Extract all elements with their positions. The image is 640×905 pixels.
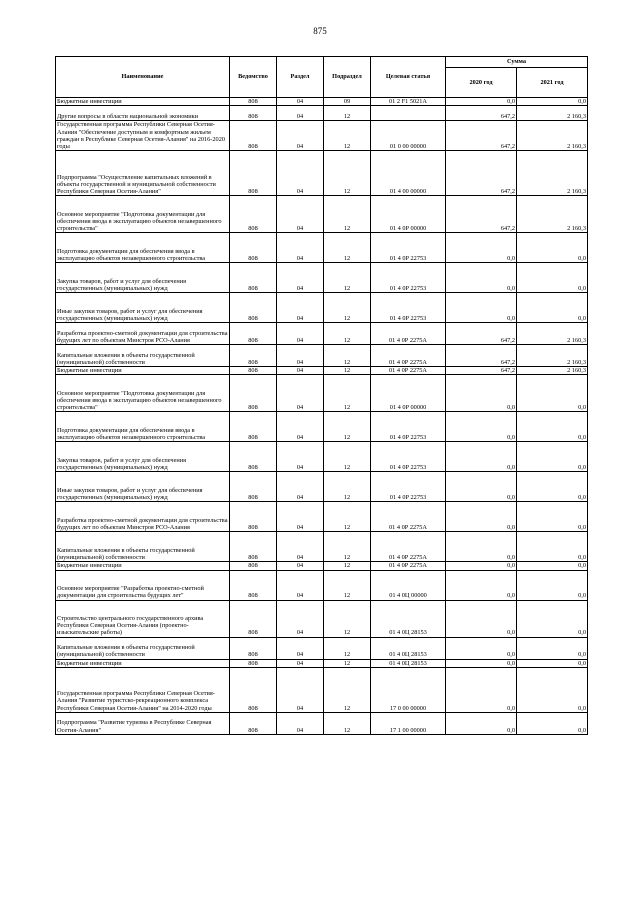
table-row (56, 375, 588, 412)
budget-table (55, 56, 588, 735)
row-year2-value: 0,0 (517, 570, 588, 600)
row-subsection-cell: 12 (324, 712, 371, 734)
row-name-cell: Иные закупки товаров, работ и услуг для обеспечения государственных (муниципальных) нужд (56, 472, 230, 502)
row-target-cell: 01 2 F1 5021A (371, 98, 446, 106)
row-year1-value: 0,0 (446, 375, 517, 412)
row-target-cell: 17 0 00 00000 (371, 667, 446, 712)
row-year2-value: 0,0 (517, 442, 588, 472)
row-subsection-cell: 12 (324, 293, 371, 323)
header-target: Целевая статья (371, 57, 446, 98)
row-subsection-cell: 12 (324, 375, 371, 412)
row-dept-cell: 808 (230, 600, 277, 637)
row-year1-value: 0,0 (446, 293, 517, 323)
table-row (56, 570, 588, 600)
row-dept-cell: 808 (230, 367, 277, 375)
row-year2-value: 2 160,3 (517, 323, 588, 345)
table-row (56, 600, 588, 637)
row-year1-value: 647,2 (446, 151, 517, 196)
row-section-cell: 04 (277, 712, 324, 734)
row-dept-cell: 808 (230, 98, 277, 106)
row-subsection-cell: 12 (324, 367, 371, 375)
row-year1-value: 647,2 (446, 106, 517, 121)
row-section-cell: 04 (277, 562, 324, 570)
row-target-cell: 01 4 0Р 22753 (371, 412, 446, 442)
row-subsection-cell: 12 (324, 570, 371, 600)
row-subsection-cell: 12 (324, 345, 371, 367)
row-target-cell: 01 4 0Р 00000 (371, 196, 446, 233)
row-year1-value: 0,0 (446, 442, 517, 472)
table-row (56, 712, 588, 734)
row-name-cell: Капитальные вложения в объекты государственной (муниципальной) собственности (56, 345, 230, 367)
row-year1-value: 0,0 (446, 712, 517, 734)
row-subsection-cell: 12 (324, 659, 371, 667)
row-section-cell: 04 (277, 345, 324, 367)
table-row (56, 367, 588, 375)
row-dept-cell: 808 (230, 233, 277, 263)
row-target-cell: 01 4 0Р 22753 (371, 472, 446, 502)
row-subsection-cell: 12 (324, 151, 371, 196)
row-dept-cell: 808 (230, 532, 277, 562)
row-section-cell: 04 (277, 233, 324, 263)
row-subsection-cell: 12 (324, 106, 371, 121)
table-row (56, 472, 588, 502)
row-section-cell: 04 (277, 412, 324, 442)
row-year1-value: 647,2 (446, 121, 517, 151)
row-year2-value: 0,0 (517, 667, 588, 712)
row-year1-value: 0,0 (446, 233, 517, 263)
row-year1-value: 0,0 (446, 412, 517, 442)
row-name-cell: Разработка проектно-сметной документации для строительства будущих лет по объектам Минстроя РСО-Алания (56, 323, 230, 345)
row-dept-cell: 808 (230, 196, 277, 233)
row-year1-value: 0,0 (446, 562, 517, 570)
table-row (56, 442, 588, 472)
row-name-cell: Государственная программа Республики Северная Осетия-Алания "Обеспечение доступным и комфортным жильем граждан в Республике Северная Осетия-Алания" на 2016-2020 годы (56, 121, 230, 151)
row-target-cell: 01 4 0Р 00000 (371, 375, 446, 412)
row-target-cell: 01 4 0Р 22753 (371, 442, 446, 472)
row-dept-cell: 808 (230, 293, 277, 323)
row-subsection-cell: 12 (324, 637, 371, 659)
row-section-cell: 04 (277, 570, 324, 600)
row-target-cell: 01 4 0Ц 00000 (371, 570, 446, 600)
row-dept-cell: 808 (230, 442, 277, 472)
row-target-cell: 17 1 00 00000 (371, 712, 446, 734)
row-subsection-cell: 12 (324, 412, 371, 442)
row-section-cell: 04 (277, 637, 324, 659)
row-name-cell: Бюджетные инвестиции (56, 98, 230, 106)
row-target-cell: 01 4 0Р 2275А (371, 532, 446, 562)
row-section-cell: 04 (277, 323, 324, 345)
row-target-cell: 01 4 0Р 2275А (371, 367, 446, 375)
row-year2-value: 0,0 (517, 712, 588, 734)
row-dept-cell: 808 (230, 263, 277, 293)
row-year2-value: 0,0 (517, 532, 588, 562)
row-dept-cell: 808 (230, 502, 277, 532)
row-section-cell: 04 (277, 532, 324, 562)
row-subsection-cell: 12 (324, 667, 371, 712)
row-name-cell: Подпрограмма "Развитие туризма в Республике Северная Осетия-Алания" (56, 712, 230, 734)
row-dept-cell: 808 (230, 345, 277, 367)
row-name-cell: Иные закупки товаров, работ и услуг для обеспечения государственных (муниципальных) нужд (56, 293, 230, 323)
row-dept-cell: 808 (230, 151, 277, 196)
row-section-cell: 04 (277, 106, 324, 121)
row-year1-value: 0,0 (446, 502, 517, 532)
row-year2-value: 0,0 (517, 472, 588, 502)
row-year2-value: 2 160,3 (517, 345, 588, 367)
row-year2-value: 2 160,3 (517, 367, 588, 375)
row-target-cell: 01 4 0Р 22753 (371, 293, 446, 323)
row-section-cell: 04 (277, 375, 324, 412)
row-year1-value: 647,2 (446, 196, 517, 233)
page-number: 875 (313, 26, 327, 36)
row-year2-value: 2 160,3 (517, 121, 588, 151)
row-dept-cell: 808 (230, 667, 277, 712)
row-section-cell: 04 (277, 659, 324, 667)
row-year2-value: 0,0 (517, 375, 588, 412)
header-subsection: Подраздел (324, 57, 371, 98)
row-year1-value: 0,0 (446, 667, 517, 712)
row-year2-value: 0,0 (517, 502, 588, 532)
table-row (56, 106, 588, 121)
table-row (56, 345, 588, 367)
row-year2-value: 0,0 (517, 293, 588, 323)
table-row (56, 263, 588, 293)
row-subsection-cell: 09 (324, 98, 371, 106)
row-dept-cell: 808 (230, 121, 277, 151)
row-year1-value: 0,0 (446, 263, 517, 293)
row-name-cell: Подготовка документации для обеспечения ввода в эксплуатацию объектов незавершенного строительства (56, 233, 230, 263)
row-subsection-cell: 12 (324, 532, 371, 562)
header-year1: 2020 год (446, 68, 517, 98)
row-dept-cell: 808 (230, 106, 277, 121)
row-year2-value: 0,0 (517, 562, 588, 570)
row-target-cell: 01 4 0Ц 28153 (371, 637, 446, 659)
row-target-cell: 01 0 00 00000 (371, 121, 446, 151)
row-dept-cell: 808 (230, 659, 277, 667)
row-name-cell: Разработка проектно-сметной документации для строительства будущих лет по объектам Минстроя РСО-Алания (56, 502, 230, 532)
row-target-cell: 01 4 0Р 22753 (371, 263, 446, 293)
row-dept-cell: 808 (230, 323, 277, 345)
table-row (56, 323, 588, 345)
row-section-cell: 04 (277, 293, 324, 323)
table-row (56, 412, 588, 442)
header-year2: 2021 год (517, 68, 588, 98)
table-row (56, 637, 588, 659)
row-subsection-cell: 12 (324, 562, 371, 570)
table-row (56, 293, 588, 323)
table-row (56, 562, 588, 570)
row-name-cell: Закупка товаров, работ и услуг для обеспечения государственных (муниципальных) нужд (56, 442, 230, 472)
row-subsection-cell: 12 (324, 121, 371, 151)
row-target-cell: 01 4 0Р 2275А (371, 562, 446, 570)
table-row (56, 233, 588, 263)
table-row (56, 151, 588, 196)
table-row (56, 532, 588, 562)
row-year2-value: 0,0 (517, 600, 588, 637)
row-section-cell: 04 (277, 600, 324, 637)
row-year1-value: 0,0 (446, 637, 517, 659)
row-target-cell: 01 4 0Р 2275А (371, 345, 446, 367)
row-subsection-cell: 12 (324, 263, 371, 293)
row-name-cell: Бюджетные инвестиции (56, 562, 230, 570)
row-dept-cell: 808 (230, 637, 277, 659)
table-row (56, 98, 588, 106)
row-subsection-cell: 12 (324, 442, 371, 472)
row-section-cell: 04 (277, 263, 324, 293)
row-section-cell: 04 (277, 472, 324, 502)
row-section-cell: 04 (277, 502, 324, 532)
header-sum: Сумма (446, 57, 588, 68)
row-year2-value: 0,0 (517, 98, 588, 106)
row-name-cell: Подпрограмма "Осуществление капитальных вложений в объекты государственной и муниципальной собственности Республики Северная Осетия-Алания" (56, 151, 230, 196)
row-subsection-cell: 12 (324, 233, 371, 263)
row-name-cell: Государственная программа Республики Северная Осетия-Алания "Развитие туристско-рекреационного комплекса Республики Северная Осетия-Алания" на 2014-2020 годы (56, 667, 230, 712)
row-name-cell: Строительство центрального государственного архива Республики Северная Осетия-Алания (проектно-изыскательские работы) (56, 600, 230, 637)
row-dept-cell: 808 (230, 712, 277, 734)
row-year2-value: 0,0 (517, 412, 588, 442)
row-dept-cell: 808 (230, 562, 277, 570)
row-year1-value: 0,0 (446, 659, 517, 667)
row-section-cell: 04 (277, 151, 324, 196)
row-subsection-cell: 12 (324, 323, 371, 345)
row-year1-value: 0,0 (446, 98, 517, 106)
row-year2-value: 0,0 (517, 233, 588, 263)
row-year2-value: 2 160,3 (517, 196, 588, 233)
row-name-cell: Другие вопросы в области национальной экономики (56, 106, 230, 121)
table-row (56, 196, 588, 233)
row-target-cell (371, 106, 446, 121)
row-year2-value: 0,0 (517, 263, 588, 293)
row-dept-cell: 808 (230, 472, 277, 502)
row-name-cell: Закупка товаров, работ и услуг для обеспечения государственных (муниципальных) нужд (56, 263, 230, 293)
row-year1-value: 0,0 (446, 600, 517, 637)
row-name-cell: Капитальные вложения в объекты государственной (муниципальной) собственности (56, 637, 230, 659)
row-name-cell: Бюджетные инвестиции (56, 659, 230, 667)
row-section-cell: 04 (277, 367, 324, 375)
row-name-cell: Подготовка документации для обеспечения ввода в эксплуатацию объектов незавершенного строительства (56, 412, 230, 442)
row-name-cell: Бюджетные инвестиции (56, 367, 230, 375)
row-year1-value: 0,0 (446, 472, 517, 502)
header-section: Раздел (277, 57, 324, 98)
row-target-cell: 01 4 0Ц 28153 (371, 600, 446, 637)
row-year2-value: 0,0 (517, 659, 588, 667)
row-section-cell: 04 (277, 196, 324, 233)
row-year2-value: 2 160,3 (517, 151, 588, 196)
table-row (56, 667, 588, 712)
row-name-cell: Основное мероприятие "Подготовка документации для обеспечения ввода в эксплуатацию объектов незавершенного строительства" (56, 375, 230, 412)
table-row (56, 502, 588, 532)
row-target-cell: 01 4 0Р 2275А (371, 502, 446, 532)
row-subsection-cell: 12 (324, 502, 371, 532)
row-dept-cell: 808 (230, 570, 277, 600)
header-name: Наименование (56, 57, 230, 98)
row-section-cell: 04 (277, 98, 324, 106)
row-year1-value: 0,0 (446, 570, 517, 600)
row-target-cell: 01 4 0Ц 28153 (371, 659, 446, 667)
row-year2-value: 2 160,3 (517, 106, 588, 121)
row-year1-value: 647,2 (446, 345, 517, 367)
row-name-cell: Основное мероприятие "Подготовка документации для обеспечения ввода в эксплуатацию объектов незавершенного строительства" (56, 196, 230, 233)
row-year1-value: 647,2 (446, 323, 517, 345)
row-year1-value: 0,0 (446, 532, 517, 562)
row-dept-cell: 808 (230, 375, 277, 412)
table-row (56, 659, 588, 667)
row-subsection-cell: 12 (324, 472, 371, 502)
header-dept: Ведомство (230, 57, 277, 98)
row-subsection-cell: 12 (324, 600, 371, 637)
row-dept-cell: 808 (230, 412, 277, 442)
row-name-cell: Капитальные вложения в объекты государственной (муниципальной) собственности (56, 532, 230, 562)
row-year1-value: 647,2 (446, 367, 517, 375)
row-name-cell: Основное мероприятие "Разработка проектно-сметной документации для строительства будущих лет" (56, 570, 230, 600)
row-section-cell: 04 (277, 121, 324, 151)
row-section-cell: 04 (277, 442, 324, 472)
row-section-cell: 04 (277, 667, 324, 712)
table-row (56, 121, 588, 151)
row-year2-value: 0,0 (517, 637, 588, 659)
row-target-cell: 01 4 0Р 2275А (371, 323, 446, 345)
row-subsection-cell: 12 (324, 196, 371, 233)
row-target-cell: 01 4 00 00000 (371, 151, 446, 196)
row-target-cell: 01 4 0Р 22753 (371, 233, 446, 263)
